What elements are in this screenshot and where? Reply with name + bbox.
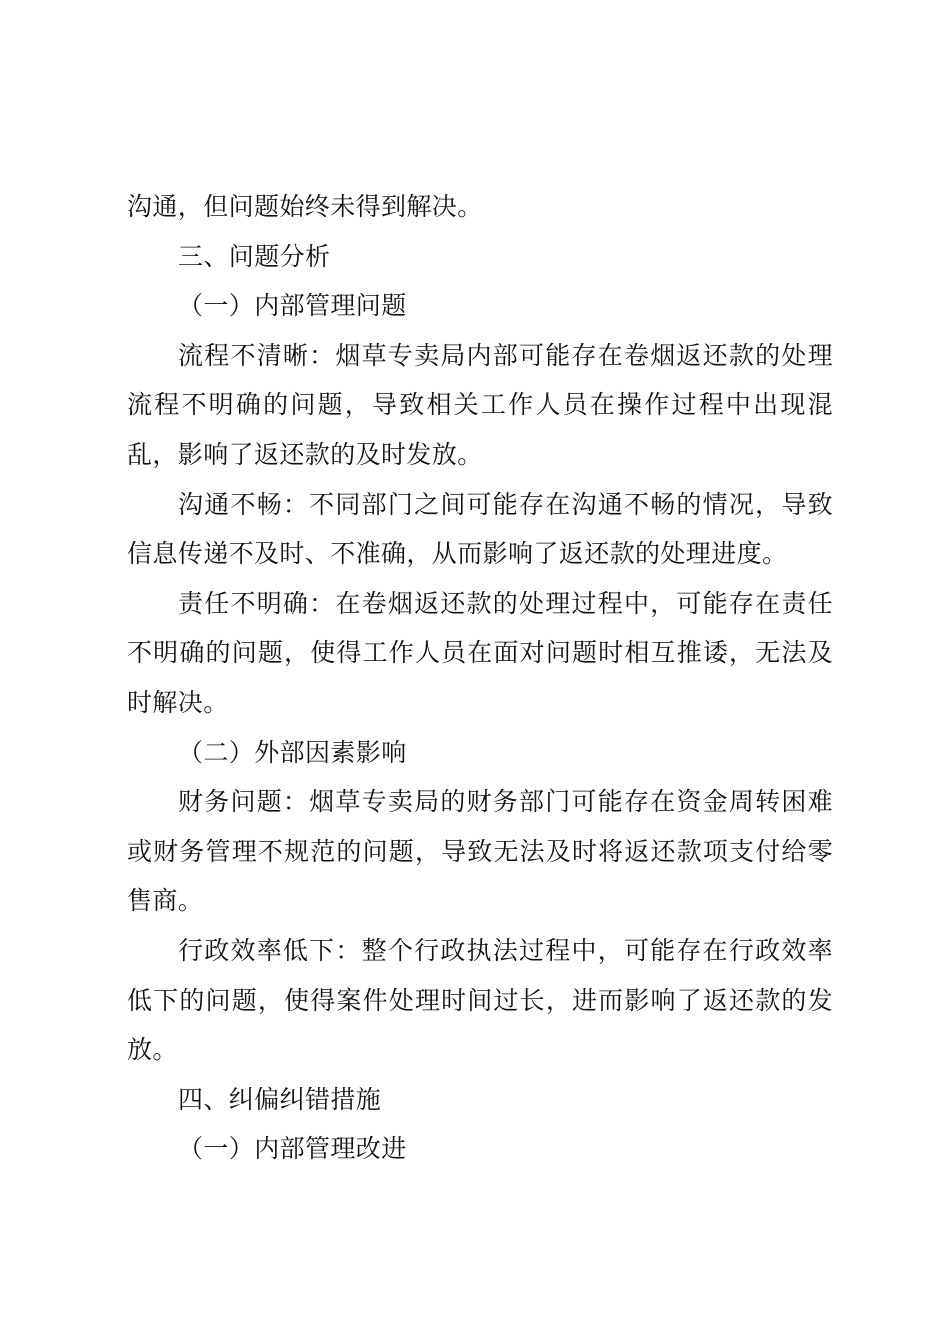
document-body bbox=[127, 182, 833, 1174]
section-heading-corrective-measures: 四、纠偏纠错措施 bbox=[178, 1084, 382, 1114]
section-heading-problem-analysis: 三、问题分析 bbox=[178, 241, 331, 271]
body-paragraph-unclear-process: 流程不清晰：烟草专卖局内部可能存在卷烟返还款的处理流程不明确的问题，导致相关工作人员在操作过程中出现混乱，影响了返还款的及时发放。 bbox=[127, 340, 833, 469]
subsection-heading-internal-management: （一）内部管理问题 bbox=[178, 291, 407, 321]
body-paragraph-poor-communication: 沟通不畅：不同部门之间可能存在沟通不畅的情况，导致信息传递不及时、不准确，从而影响了返还款的处理进度。 bbox=[127, 489, 833, 569]
body-paragraph-unclear-responsibility: 责任不明确：在卷烟返还款的处理过程中，可能存在责任不明确的问题，使得工作人员在面对问题时相互推诿，无法及时解决。 bbox=[127, 588, 833, 717]
body-paragraph-continuation: 沟通，但问题始终未得到解决。 bbox=[127, 192, 483, 221]
subsection-heading-internal-improvement: （一）内部管理改进 bbox=[178, 1134, 407, 1164]
body-paragraph-financial-issues: 财务问题：烟草专卖局的财务部门可能存在资金周转困难或财务管理不规范的问题，导致无法及时将返还款项支付给零售商。 bbox=[127, 787, 833, 916]
subsection-heading-external-factors: （二）外部因素影响 bbox=[178, 737, 407, 767]
body-paragraph-low-admin-efficiency: 行政效率低下：整个行政执法过程中，可能存在行政效率低下的问题，使得案件处理时间过长，进而影响了返还款的发放。 bbox=[127, 935, 833, 1065]
